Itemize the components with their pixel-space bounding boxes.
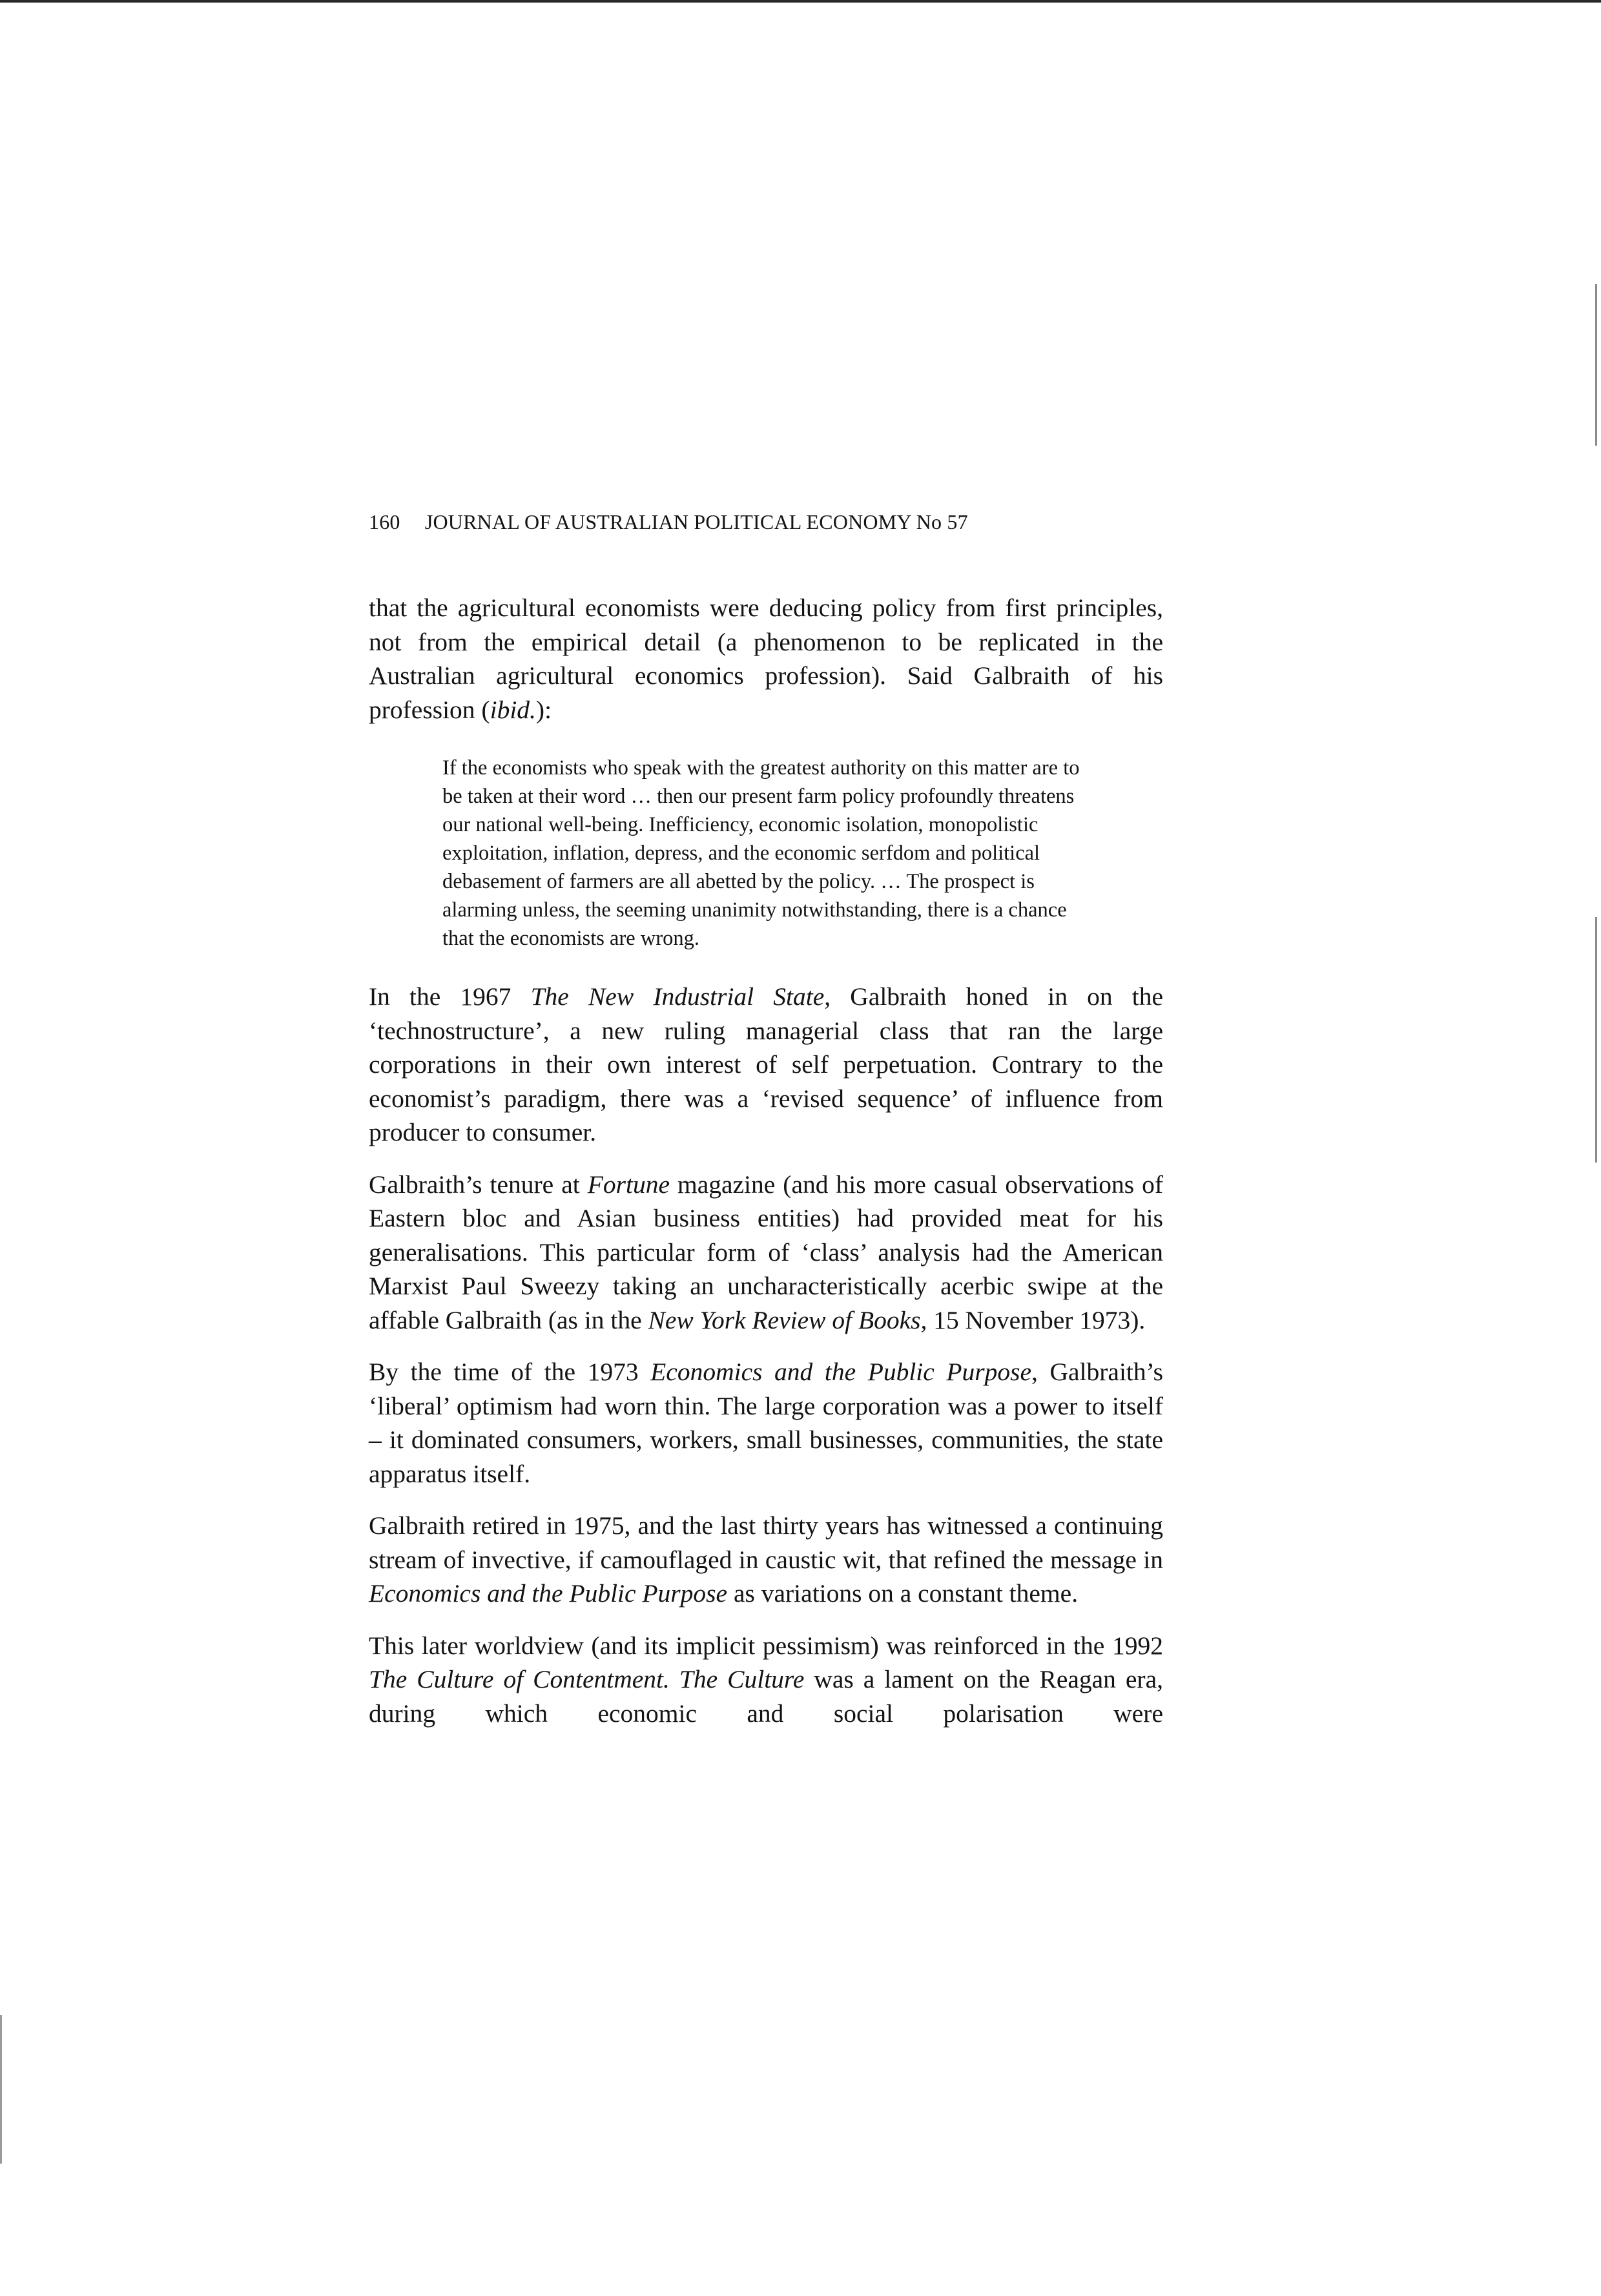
scan-edge-right-upper bbox=[1595, 284, 1597, 446]
running-head bbox=[369, 510, 1163, 534]
scan-edge-left-lower bbox=[0, 2015, 2, 2164]
paragraph-new-industrial-state: In the 1967 The New Industrial State, Galbraith honed in on the ‘technostructure’, a new ruling managerial class that ran the large corporations in their own interest of self perpetuation. Contrary to the economist’s paradigm, there was a ‘revised sequence’ of influence from producer to consumer. bbox=[369, 982, 1163, 1146]
paragraph-culture-of-contentment: This later worldview (and its implicit pessimism) was reinforced in the 1992 The Culture of Contentment. The Culture was a lament on the Reagan era, during which economic and social polarisation were bbox=[369, 1631, 1163, 1728]
article-body bbox=[369, 591, 1163, 1748]
block-quote-galbraith: If the economists who speak with the greatest authority on this matter are to be taken at their word … then our present farm policy profoundly threatens our national well-being. Inefficiency, economic isolation, monopolistic exploitation, inflation, depress, and the economic serfdom and political debasement of farmers are all abetted by the policy. … The prospect is alarming unless, the seeming unanimity notwithstanding, there is a chance that the economists are wrong. bbox=[442, 756, 1080, 950]
paragraph-retirement: Galbraith retired in 1975, and the last thirty years has witnessed a continuing stream of invective, if camouflaged in caustic wit, that refined the message in Economics and the Public Purpose as variations on a constant theme. bbox=[369, 1511, 1163, 1608]
scan-edge-right-lower bbox=[1595, 917, 1597, 1163]
journal-title: JOURNAL OF AUSTRALIAN POLITICAL ECONOMY bbox=[424, 510, 911, 533]
paragraph-agricultural-economists: that the agricultural economists were deducing policy from first principles, not from the empirical detail (a phenomenon to be replicated in the Australian agricultural economics profession). Said Galbraith of his profession (ibid.): bbox=[369, 594, 1163, 724]
paragraph-public-purpose: By the time of the 1973 Economics and the Public Purpose, Galbraith’s ‘liberal’ optimism had worn thin. The large corporation was a power to itself – it dominated consumers, workers, small businesses, communities, the state apparatus itself. bbox=[369, 1358, 1163, 1488]
page-number: 160 bbox=[369, 510, 400, 533]
scan-top-border bbox=[0, 0, 1601, 3]
issue-number: No 57 bbox=[916, 510, 968, 533]
paragraph-fortune-tenure: Galbraith’s tenure at Fortune magazine (and his more casual observations of Eastern bloc and Asian business entities) had provided meat for his generalisations. This particular form of ‘class’ analysis had the American Marxist Paul Sweezy taking an uncharacteristically acerbic swipe at the affable Galbraith (as in the New York Review of Books, 15 November 1973). bbox=[369, 1170, 1163, 1334]
